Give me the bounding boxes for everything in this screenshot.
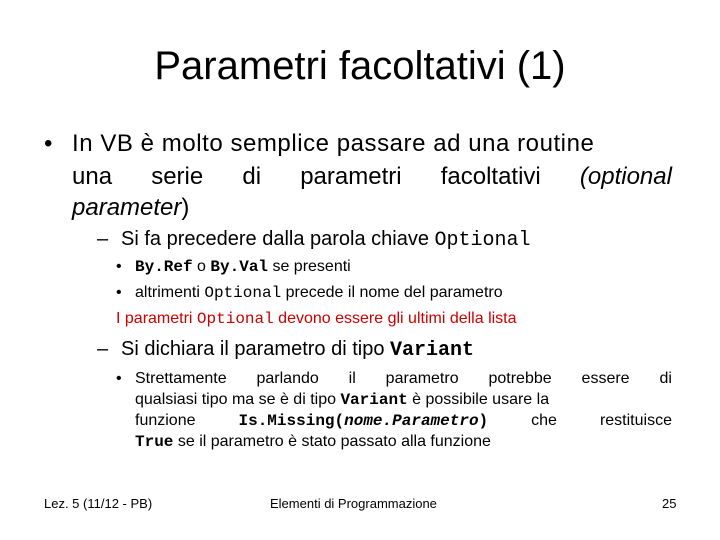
- bullet1-line3: [72, 194, 189, 222]
- word: una: [72, 163, 113, 190]
- sub2-line: [121, 338, 474, 362]
- or-text: o: [192, 258, 211, 275]
- para-line1: [135, 370, 672, 388]
- l2-text2: è possibile usare la: [407, 391, 550, 408]
- word: di: [242, 163, 262, 190]
- word: Strettamente: [135, 370, 227, 387]
- sub2-text: Si dichiara il parametro di tipo: [121, 338, 391, 360]
- item1-text: se presenti: [268, 258, 351, 275]
- note-text2: devono essere gli ultimi della lista: [273, 310, 517, 327]
- word: parametro: [385, 370, 459, 387]
- word: potrebbe: [488, 370, 552, 387]
- small-bullet: •: [116, 370, 122, 387]
- l2-text1: qualsiasi tipo ma se è di tipo: [135, 391, 341, 408]
- sub1-text: Si fa precedere dalla parola chiave: [121, 228, 435, 250]
- footer-lecture: Lez. 5 (11/12 - PB): [44, 496, 153, 511]
- code-true: True: [135, 433, 174, 451]
- word: facoltativi: [440, 163, 541, 190]
- sub1-item2: [135, 284, 503, 302]
- para-line4: [135, 433, 491, 451]
- sub1-code: Optional: [434, 229, 531, 252]
- word: (optional: [579, 163, 672, 190]
- small-bullet: •: [116, 258, 122, 275]
- footer-course: Elementi di Programmazione: [270, 496, 437, 511]
- word: parametri: [300, 163, 402, 190]
- code-byref: By.Ref: [135, 258, 193, 276]
- word: parlando: [256, 370, 319, 387]
- l3-code: [239, 412, 489, 430]
- page-number: 25: [662, 496, 677, 511]
- code-ismissing: Is.Missing(: [238, 412, 345, 430]
- bullet1-line1-text: In VB è molto semplice passare ad una routine: [72, 130, 595, 157]
- bullet-dot: •: [44, 130, 53, 157]
- dash: –: [97, 228, 109, 250]
- sub1-line: [121, 228, 531, 252]
- l4-text: se il parametro è stato passato alla funzione: [173, 433, 491, 450]
- l3-text2: che: [531, 412, 557, 429]
- code-nomeparametro: nome.Parametro: [344, 412, 479, 430]
- para-line2: [135, 391, 549, 409]
- slide-title: Parametri facoltativi (1): [154, 44, 566, 88]
- note-line: [116, 310, 517, 328]
- item2-code: Optional: [204, 284, 282, 302]
- l3-text3: restituisce: [599, 412, 672, 429]
- dash: –: [97, 338, 109, 360]
- sub1-item1: [135, 258, 351, 276]
- code-byval: By.Val: [210, 258, 269, 276]
- paren: ): [181, 194, 190, 221]
- para-line3: [135, 412, 672, 430]
- item2-text1: altrimenti: [135, 284, 205, 301]
- l3-text1: funzione: [135, 412, 196, 429]
- code-paren: ): [478, 412, 489, 430]
- l2-code: Variant: [340, 391, 408, 409]
- word: di: [659, 370, 672, 387]
- word: essere: [581, 370, 630, 387]
- word: serie: [151, 163, 204, 190]
- italic-parameter: parameter: [72, 194, 182, 221]
- sub2-code: Variant: [390, 339, 475, 362]
- note-code: Optional: [196, 310, 274, 328]
- bullet1-line1: [72, 130, 672, 158]
- item2-text2: precede il nome del parametro: [281, 284, 503, 301]
- bullet1-line2: [72, 163, 672, 191]
- note-text1: I parametri: [116, 310, 197, 327]
- small-bullet: •: [116, 284, 122, 301]
- word: il: [348, 370, 356, 387]
